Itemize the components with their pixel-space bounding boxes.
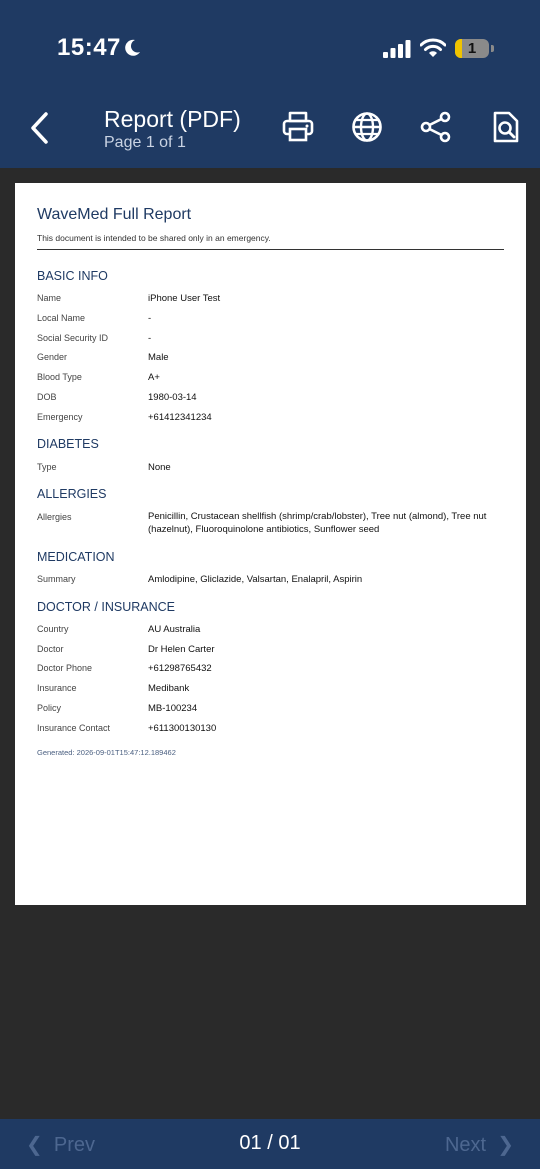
row-value: - [148, 313, 152, 324]
row-label: Type [37, 462, 57, 472]
row-value: - [148, 333, 152, 344]
row-label: Gender [37, 352, 68, 362]
battery-indicator: 1 [455, 39, 489, 58]
pdf-page [15, 183, 526, 905]
nav-title: Report (PDF) [104, 106, 241, 132]
row-value: Amlodipine, Gliclazide, Valsartan, Enalapril, Aspirin [148, 574, 363, 585]
row-label: DOB [37, 392, 57, 402]
nav-subtitle: Page 1 of 1 [104, 134, 186, 151]
top-bar [0, 0, 540, 168]
row-value: MB-100234 [148, 703, 198, 714]
battery-cap [491, 45, 494, 52]
row-value: iPhone User Test [148, 293, 221, 304]
row-label: Policy [37, 703, 62, 713]
section-diabetes: DIABETES [37, 437, 99, 451]
generated-timestamp: Generated: 2026-09-01T15:47:12.189462 [37, 748, 176, 757]
report-title: WaveMed Full Report [37, 206, 192, 223]
section-medication: MEDICATION [37, 550, 115, 564]
print-icon[interactable] [281, 110, 315, 144]
row-value: None [148, 462, 171, 473]
row-label: Doctor [37, 644, 64, 654]
bottom-pager-bar [0, 1119, 540, 1169]
globe-icon[interactable] [350, 110, 384, 144]
next-label: Next [444, 1134, 487, 1156]
row-value: AU Australia [148, 624, 201, 635]
row-label: Emergency [37, 412, 83, 422]
wifi-icon [420, 38, 446, 58]
row-value: A+ [148, 372, 160, 383]
row-value: Male [148, 352, 169, 363]
row-value: Penicillin, Crustacean shellfish (shrimp/crab/lobster), Tree nut (almond), Tree nut (hazelnut), Fluoroquinolone antibiotics, Sunflower seed [148, 511, 487, 535]
next-button[interactable] [445, 1132, 514, 1157]
row-value: Dr Helen Carter [148, 644, 215, 655]
row-label: Country [37, 624, 69, 634]
row-label: Allergies [37, 512, 72, 522]
moon-icon [122, 38, 142, 58]
row-value: +611300130130 [148, 723, 217, 734]
row-value: Medibank [148, 683, 190, 694]
prev-label: Prev [53, 1134, 96, 1156]
share-icon[interactable] [419, 110, 453, 144]
row-value: 1980-03-14 [148, 392, 197, 403]
row-label: Local Name [37, 313, 86, 323]
row-label: Doctor Phone [37, 663, 93, 673]
report-note: This document is intended to be shared only in an emergency. [37, 233, 271, 243]
search-document-icon[interactable] [489, 110, 523, 144]
section-basic-info: BASIC INFO [37, 269, 108, 283]
chevron-right-icon: ❯ [497, 1134, 514, 1156]
section-allergies: ALLERGIES [37, 487, 107, 501]
status-time: 15:47 [57, 34, 121, 61]
title-divider [37, 249, 504, 250]
row-label: Insurance Contact [37, 723, 111, 733]
page-position: 01 / 01 [239, 1132, 301, 1154]
section-doctor-insurance: DOCTOR / INSURANCE [37, 600, 175, 614]
row-value: +61412341234 [148, 412, 212, 423]
row-label: Insurance [37, 683, 77, 693]
row-label: Blood Type [37, 372, 82, 382]
signal-icon [383, 40, 411, 58]
row-label: Social Security ID [37, 333, 109, 343]
row-label: Name [37, 293, 62, 303]
chevron-left-icon: ❮ [26, 1134, 43, 1156]
row-label: Summary [37, 574, 76, 584]
back-icon[interactable] [24, 108, 58, 148]
row-value: +61298765432 [148, 663, 212, 674]
